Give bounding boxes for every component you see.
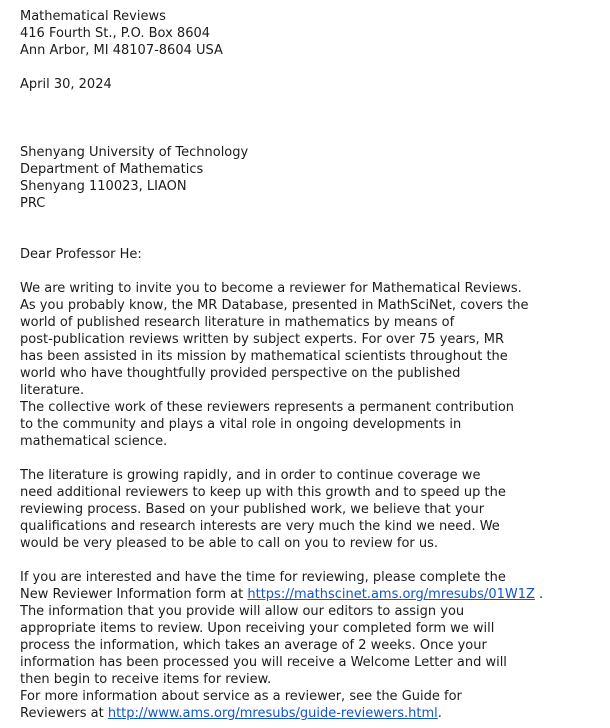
link-suffix-text: . xyxy=(437,706,442,721)
link-prefix-text: Reviewers at xyxy=(20,706,108,721)
recipient-line-2: Department of Mathematics xyxy=(20,162,204,177)
body-line: The collective work of these reviewers represents a permanent contribution xyxy=(20,400,515,415)
body-line: The information that you provide will allow our editors to assign you xyxy=(20,604,465,619)
body-line: If you are interested and have the time for reviewing, please complete the xyxy=(20,570,506,585)
sender-block xyxy=(20,8,596,59)
body-line: has been assisted in its mission by mathematical scientists throughout the xyxy=(20,349,508,364)
body-line: process the information, which takes an average of 2 weeks. Once your xyxy=(20,638,487,653)
paragraph-2 xyxy=(20,467,596,552)
body-line: then begin to receive items for review. xyxy=(20,672,272,687)
body-line: literature. xyxy=(20,383,85,398)
body-line: post-publication reviews written by subject experts. For over 75 years, MR xyxy=(20,332,504,347)
recipient-block xyxy=(20,144,596,212)
paragraph-3 xyxy=(20,569,596,722)
salutation: Dear Professor He: xyxy=(20,247,142,262)
body-line: world who have thoughtfully provided perspective on the published xyxy=(20,366,461,381)
body-line: mathematical science. xyxy=(20,434,168,449)
recipient-line-4: PRC xyxy=(20,196,46,211)
link-suffix-text: . xyxy=(534,587,544,602)
recipient-line-1: Shenyang University of Technology xyxy=(20,145,249,160)
body-line-with-link xyxy=(20,586,596,603)
paragraph-1 xyxy=(20,280,596,450)
mresubs-form-link[interactable]: https://mathscinet.ams.org/mresubs/01W1Z xyxy=(247,587,535,602)
letter-date: April 30, 2024 xyxy=(20,77,112,92)
body-line: The literature is growing rapidly, and in order to continue coverage we xyxy=(20,468,481,483)
sender-address-line-2: Ann Arbor, MI 48107-8604 USA xyxy=(20,43,223,58)
body-line: world of published research literature in mathematics by means of xyxy=(20,315,455,330)
body-line: information has been processed you will receive a Welcome Letter and will xyxy=(20,655,507,670)
body-line: would be very pleased to be able to call on you to review for us. xyxy=(20,536,439,551)
sender-address-line-1: 416 Fourth St., P.O. Box 8604 xyxy=(20,26,211,41)
recipient-line-3: Shenyang 110023, LIAON xyxy=(20,179,187,194)
body-line: to the community and plays a vital role in ongoing developments in xyxy=(20,417,462,432)
body-line: As you probably know, the MR Database, presented in MathSciNet, covers the xyxy=(20,298,529,313)
body-line: need additional reviewers to keep up with this growth and to speed up the xyxy=(20,485,506,500)
body-line: We are writing to invite you to become a reviewer for Mathematical Reviews. xyxy=(20,281,522,296)
link-prefix-text: New Reviewer Information form at xyxy=(20,587,248,602)
body-line: appropriate items to review. Upon receiving your completed form we will xyxy=(20,621,495,636)
body-line: qualifications and research interests are very much the kind we need. We xyxy=(20,519,500,534)
body-line-with-link xyxy=(20,705,596,722)
body-line: For more information about service as a reviewer, see the Guide for xyxy=(20,689,462,704)
guide-reviewers-link[interactable]: http://www.ams.org/mresubs/guide-reviewers.html xyxy=(107,706,438,721)
body-line: reviewing process. Based on your published work, we believe that your xyxy=(20,502,485,517)
sender-name: Mathematical Reviews xyxy=(20,9,166,24)
